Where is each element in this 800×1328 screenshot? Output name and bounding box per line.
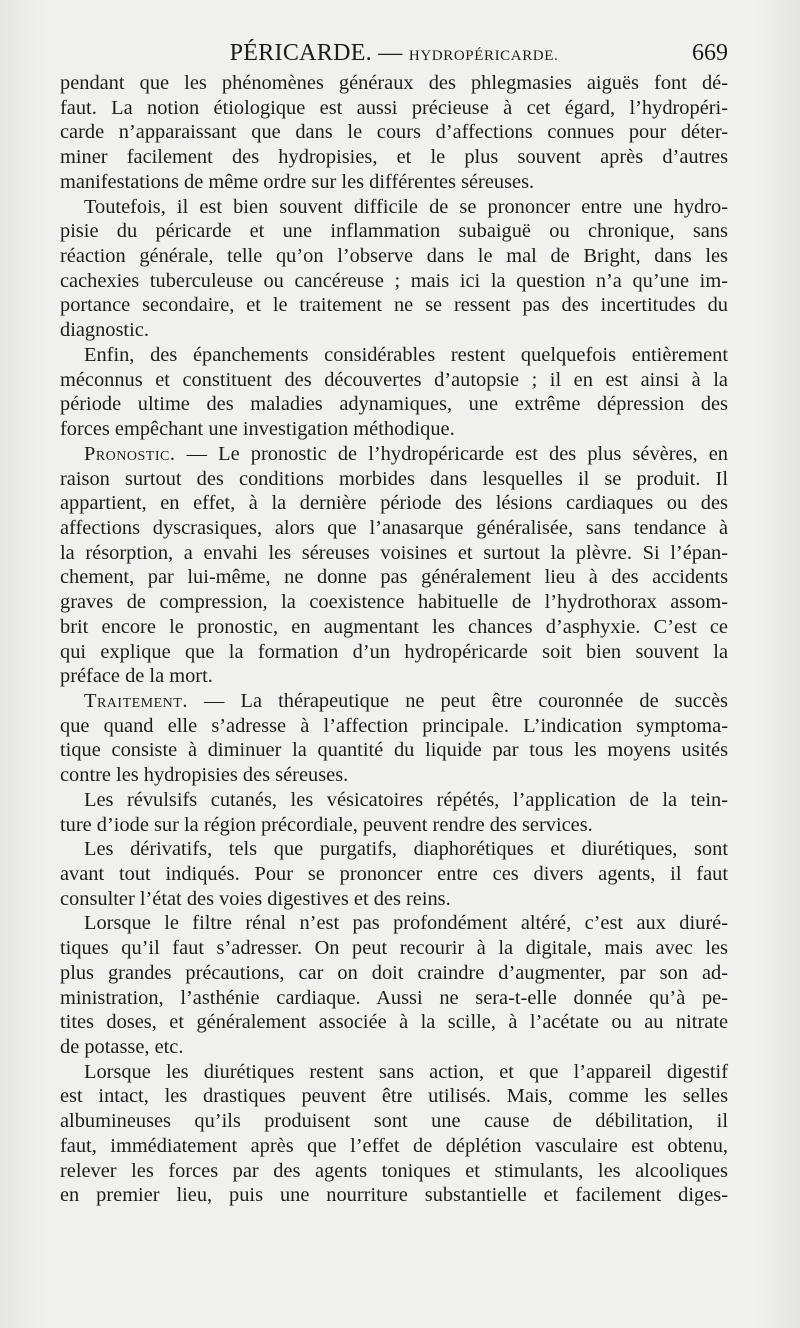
text-line: miner facilement des hydropisies, et le plus souvent après d’autres [60, 146, 728, 169]
text-line: chement, par lui-même, ne donne pas généralement lieu à des accidents [60, 566, 728, 589]
text-line: diagnostic. [60, 319, 149, 342]
text-line: — La thérapeutique ne peut être couronnée de succès [204, 689, 728, 712]
text-line: tique consiste à diminuer la quantité du liquide par tous les moyens usités [60, 739, 728, 762]
text-line: ministration, l’asthénie cardiaque. Aussi ne sera-t-elle donnée qu’à pe- [60, 986, 728, 1009]
running-title [60, 40, 728, 67]
text-line: carde n’apparaissant que dans le cours d’affections connues pour déter- [60, 121, 728, 144]
text-line: consulter l’état des voies digestives et des reins. [60, 887, 451, 910]
text-line: tites doses, et généralement associée à la scille, à l’acétate ou au nitrate [60, 1011, 728, 1034]
text-line: Toutefois, il est bien souvent difficile de se prononcer entre une hydro- [84, 195, 728, 218]
body-text [60, 71, 728, 1208]
pronostic-paragraph-start [60, 442, 728, 467]
text-line: de potasse, etc. [60, 1036, 184, 1059]
text-line: Lorsque les diurétiques restent sans action, et que l’appareil digestif [84, 1060, 728, 1083]
heading-pronostic: Pronostic. [84, 442, 176, 465]
text-line: albumineuses qu’ils produisent sont une cause de débilitation, il [60, 1110, 728, 1133]
text-line: ture d’iode sur la région précordiale, peuvent rendre des services. [60, 813, 593, 836]
text-line: Enfin, des épanchements considérables restent quelquefois entièrement [84, 343, 728, 366]
text-line: est intact, les drastiques peuvent être utilisés. Mais, comme les selles [60, 1085, 728, 1108]
text-line: pendant que les phénomènes généraux des phlegmasies aiguës font dé- [60, 72, 728, 94]
text-line: pisie du péricarde et une inflammation subaiguë ou chronique, sans [60, 220, 728, 243]
text-line: contre les hydropisies des séreuses. [60, 764, 349, 787]
running-head [60, 40, 728, 74]
text-line: plus grandes précautions, car on doit craindre d’augmenter, par son ad- [60, 961, 728, 984]
text-line: appartient, en effet, à la dernière période des lésions cardiaques ou des [60, 492, 728, 515]
text-line: forces empêchant une investigation méthodique. [60, 418, 455, 441]
text-line: cachexies tuberculeuse ou cancéreuse ; mais ici la question n’a qu’une im- [60, 269, 728, 292]
text-line: méconnus et constituent des découvertes d’autopsie ; il en est ainsi à la [60, 368, 728, 391]
text-line: période ultime des maladies adynamiques, une extrême dépression des [60, 393, 728, 416]
text-line: affections dyscrasiques, alors que l’anasarque généralisée, sans tendance à [60, 516, 728, 539]
text-line: relever les forces par des agents toniques et stimulants, les alcooliques [60, 1159, 728, 1182]
text-line: faut. La notion étiologique est aussi précieuse à cet égard, l’hydropéri- [60, 96, 728, 119]
text-line: avant tout indiqués. Pour se prononcer entre ces divers agents, il faut [60, 863, 728, 885]
text-line: réaction générale, telle qu’on l’observe dans le mal de Bright, dans les [60, 245, 728, 268]
section-title: HYDROPÉRICARDE. [408, 48, 559, 64]
text-line: en premier lieu, puis une nourriture substantielle et facilement diges- [60, 1184, 728, 1207]
text-line: manifestations de même ordre sur les différentes séreuses. [60, 170, 535, 193]
heading-traitement: Traitement. [84, 689, 188, 712]
text-line: portance secondaire, et le traitement ne se ressent pas des incertitudes du [60, 294, 728, 317]
text-line: préface de la mort. [60, 665, 213, 688]
text-line: faut, immédiatement après que l’effet de déplétion vasculaire est obtenu, [60, 1134, 728, 1157]
title-dash: — [378, 40, 403, 66]
page-number: 669 [692, 40, 728, 66]
text-line: Les dérivatifs, tels que purgatifs, diaphorétiques et diurétiques, sont [84, 838, 728, 861]
traitement-paragraph-start [60, 689, 728, 714]
text-line: tiques qu’il faut s’adresser. On peut recourir à la digitale, mais avec les [60, 937, 728, 960]
chapter-title: PÉRICARDE. [229, 40, 372, 66]
text-line: — Le pronostic de l’hydropéricarde est des plus sévères, en [186, 442, 728, 465]
text-line: brit encore le pronostic, en augmentant les chances d’asphyxie. C’est ce [60, 615, 728, 638]
text-line: graves de compression, la coexistence habituelle de l’hydrothorax assom- [60, 591, 728, 614]
text-line: raison surtout des conditions morbides dans lesquelles il se produit. Il [60, 467, 728, 490]
text-line: qui explique que la formation d’un hydropéricarde soit bien souvent la [60, 640, 728, 663]
text-line: la résorption, a envahi les séreuses voisines et surtout la plèvre. Si l’épan- [60, 541, 728, 564]
text-line: que quand elle s’adresse à l’affection principale. L’indication symptoma- [60, 714, 728, 737]
text-line: Les révulsifs cutanés, les vésicatoires répétés, l’application de la tein- [84, 788, 728, 811]
text-line: Lorsque le filtre rénal n’est pas profondément altéré, c’est aux diuré- [84, 912, 728, 935]
